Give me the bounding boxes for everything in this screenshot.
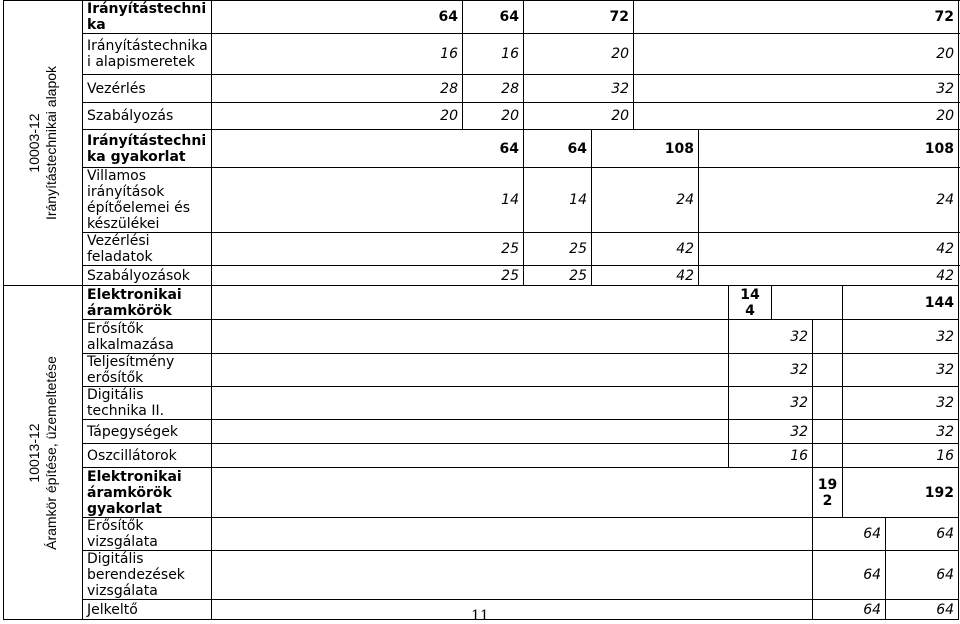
row-label: Erősítők alkalmazása <box>83 320 212 354</box>
cell: 42 <box>592 233 699 266</box>
row-label: Vezérlési feladatok <box>83 233 212 266</box>
row-label: Tápegységek <box>83 420 212 444</box>
hours-table <box>3 0 959 620</box>
row-label: Jelkeltő <box>83 600 212 620</box>
cell: 64 <box>463 1 524 34</box>
cell: 144 <box>843 286 959 320</box>
module-cell <box>4 1 83 286</box>
empty-cell <box>813 354 843 387</box>
table-row <box>4 551 959 600</box>
cell: 25 <box>524 266 592 286</box>
empty-cell <box>813 387 843 420</box>
page-number: 11 <box>471 608 489 624</box>
row-label: Digitális berendezések vizsgálata <box>83 551 212 600</box>
cell: 108 <box>592 130 699 168</box>
empty-cell <box>813 320 843 354</box>
table-row <box>4 468 959 518</box>
row-label: Elektronikai áramkörök <box>83 286 212 320</box>
cell: 16 <box>843 444 959 468</box>
cell: 20 <box>212 103 463 130</box>
cell: 14 <box>524 168 592 233</box>
cell: 64 <box>813 600 886 620</box>
cell: 64 <box>212 130 524 168</box>
row-label: Teljesítmény erősítők <box>83 354 212 387</box>
module-title: Áramkör építése, üzemeltetése <box>43 355 59 550</box>
cell: 28 <box>463 75 524 103</box>
table-row <box>4 320 959 354</box>
row-label: Erősítők vizsgálata <box>83 518 212 551</box>
row-label: Irányítástechni ka <box>83 1 212 34</box>
table-row <box>4 168 959 233</box>
table-row <box>4 266 959 286</box>
table-row <box>4 387 959 420</box>
cell: 20 <box>463 103 524 130</box>
empty-cell <box>212 468 813 518</box>
cell: 32 <box>843 387 959 420</box>
cell: 32 <box>729 420 813 444</box>
cell: 32 <box>729 320 813 354</box>
row-label: Oszcillátorok <box>83 444 212 468</box>
cell: 19 2 <box>813 468 843 518</box>
cell: 25 <box>212 233 524 266</box>
empty-cell <box>212 444 729 468</box>
empty-cell <box>212 518 813 551</box>
cell: 32 <box>843 420 959 444</box>
cell: 20 <box>524 34 634 75</box>
cell: 16 <box>212 34 463 75</box>
table-row <box>4 518 959 551</box>
cell: 25 <box>524 233 592 266</box>
cell: 72 <box>634 1 959 34</box>
cell: 32 <box>634 75 959 103</box>
empty-cell <box>212 551 813 600</box>
table-row <box>4 286 959 320</box>
row-label: Elektronikai áramkörök gyakorlat <box>83 468 212 518</box>
row-label: Szabályozások <box>83 266 212 286</box>
cell: 32 <box>524 75 634 103</box>
module-code: 10013-12 <box>26 422 42 483</box>
cell: 20 <box>524 103 634 130</box>
row-label: Villamos irányítások építőelemei és készülékei <box>83 168 212 233</box>
row-label: Irányítástechni ka gyakorlat <box>83 130 212 168</box>
row-label: Szabályozás <box>83 103 212 130</box>
cell: 24 <box>592 168 699 233</box>
table-row <box>4 1 959 34</box>
empty-cell <box>813 444 843 468</box>
cell: 14 4 <box>729 286 772 320</box>
table-row <box>4 103 959 130</box>
empty-cell <box>772 286 843 320</box>
cell: 64 <box>524 130 592 168</box>
module-title: Irányítástechnikai alapok <box>43 65 59 221</box>
cell: 32 <box>843 354 959 387</box>
cell: 64 <box>212 1 463 34</box>
empty-cell <box>813 420 843 444</box>
empty-cell <box>212 420 729 444</box>
cell: 42 <box>699 233 959 266</box>
cell: 42 <box>592 266 699 286</box>
cell: 32 <box>843 320 959 354</box>
cell: 192 <box>843 468 959 518</box>
module-cell <box>4 286 83 620</box>
cell: 28 <box>212 75 463 103</box>
table-row <box>4 420 959 444</box>
table-row <box>4 130 959 168</box>
cell: 14 <box>212 168 524 233</box>
cell: 24 <box>699 168 959 233</box>
row-label: Vezérlés <box>83 75 212 103</box>
table-row <box>4 75 959 103</box>
empty-cell <box>212 387 729 420</box>
cell: 72 <box>524 1 634 34</box>
table-row <box>4 444 959 468</box>
table-row <box>4 354 959 387</box>
empty-cell <box>212 286 729 320</box>
cell: 32 <box>729 354 813 387</box>
cell: 20 <box>634 103 959 130</box>
cell: 16 <box>729 444 813 468</box>
cell: 64 <box>886 518 959 551</box>
cell: 64 <box>886 551 959 600</box>
module-code: 10003-12 <box>26 113 42 173</box>
cell: 64 <box>813 551 886 600</box>
cell: 64 <box>886 600 959 620</box>
row-label: Irányítástechnika i alapismeretek <box>83 34 212 75</box>
cell: 25 <box>212 266 524 286</box>
cell: 20 <box>634 34 959 75</box>
empty-cell <box>212 320 729 354</box>
cell: 32 <box>729 387 813 420</box>
cell: 64 <box>813 518 886 551</box>
table-row <box>4 34 959 75</box>
table-row <box>4 233 959 266</box>
empty-cell <box>212 354 729 387</box>
cell: 108 <box>699 130 959 168</box>
row-label: Digitális technika II. <box>83 387 212 420</box>
cell: 16 <box>463 34 524 75</box>
cell: 42 <box>699 266 959 286</box>
